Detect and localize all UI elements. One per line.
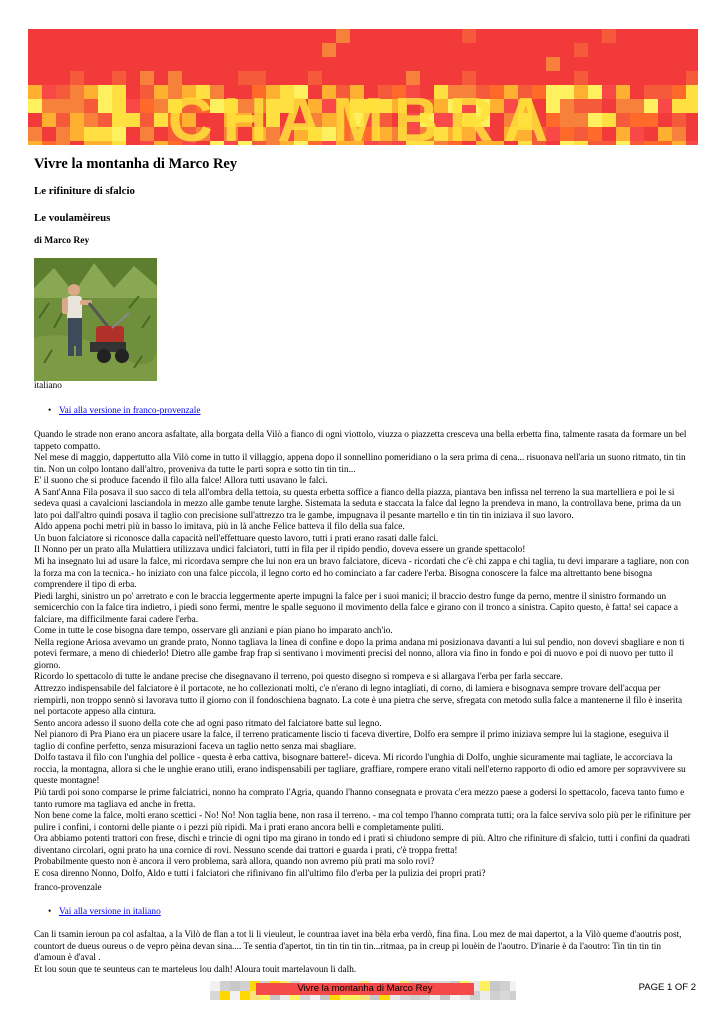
paragraph: Can li tsamin ieroun pa col asfaltaa, a la Vilò de flan a tot li li vieuleut, le countraa iavet ina bèla erba verdò, fina fina. Lou mez de mai dapertot, a la Vilò queme d'aoutris post, countort de dueus oureus o de vepro pèina devan sina.... Te sentia d'apertot, tin tin tin tin tin...ritmaa, pa in creup pi louèin de l'aoutro. D'inarie è da l'aoutro: Tin tin tin tin d'amoun è d'aval .	[34, 930, 682, 964]
paragraph: Sento ancora adesso il suono della cote che ad ogni paso ritmato del falciatore batte sul legno.	[34, 718, 382, 729]
franco-text	[34, 930, 692, 976]
subtitle-franco: Le voulamèireus	[34, 212, 111, 224]
man-with-mower-icon	[34, 258, 157, 381]
paragraph: Un buon falciatore si riconosce dalla capacità nell'effettuare questo lavoro, tutti i prati erano rasati dalle falci.	[34, 533, 439, 544]
italian-version-link[interactable]: Vai alla versione in italiano	[59, 907, 161, 917]
paragraph: Dolfo tastava il filo con l'unghia del pollice - questa è erba cattiva, bisognare battere!- diceva. Mi ricordo l'unghia di Dolfo, unghie sicuramente mai tagliate, le accorciava la roccia, la montagna, allora sì che le unghie erano utili, erano indispensabili per tagliare, graffiare, rompere erano vitali nell'eterno rapporto di odio ed amore per sopravvivere su queste montagne!	[34, 753, 686, 787]
banner-wordmark: CHAMBRA	[167, 86, 559, 145]
chambra-banner	[28, 29, 698, 145]
paragraph: Non bene come la falce, molti erano scettici - No! No! Non taglia bene, non rasa il terreno. - ma col tempo l'hanno comprata tutti; ora la falce serviva solo più per le rifiniture per pulire i confini, i contorni delle piante o i pezzi più ripidi. Ma i prati erano ancora belli e completamente puliti.	[34, 811, 691, 833]
paragraph: E' il suono che si produce facendo il filo alla falce! Allora tutti usavano le falci.	[34, 476, 328, 487]
paragraph: Nella regione Ariosa avevamo un grande prato, Nonno tagliava la linea di confine e dopo la prima andana mi posizionava davanti a lui sul pendio, non dovevi sbagliare e non ti potevi fermare, a meno di chiederlo! Dietro alle gambe frap frap si sentivano i movimenti precisi del nonno, allora via fino in fondo e poi di nuovo e poi di nuovo per tutto il giorno.	[34, 637, 685, 671]
page-title: Vivre la montanha di Marco Rey	[34, 156, 238, 172]
footer-title: Vivre la montanha di Marco Rey	[256, 983, 474, 995]
paragraph: E cosa direnno Nonno, Dolfo, Aldo e tutti i falciatori che rifinivano fin all'ultimo filo d'erba per la pulizia dei propri prati?	[34, 868, 486, 879]
paragraph: A Sant'Anna Fila posava il suo sacco di tela all'ombra della tettoia, su questa erbetta soffice a fianco della piazza, piantava ben infissa nel terreno la sua martelliera e poi le si sedeva quasi a cavalcioni lasciandola in mezzo alle gambe tenute larghe. Sistemata la seduta e staccata la falce dal legno la prendeva in mano, la controllava bene, prima da un lato poi dall'altro quindi posava il taglio con precisione sull'attrezzo tra le gambe, impugnava il pesante martello e tin tin tin iniziava il suo lavoro.	[34, 487, 682, 521]
page-indicator: PAGE 1 OF 2	[638, 982, 696, 993]
paragraph: Il Nonno per un prato alla Mulattiera utilizzava undici falciatori, tutti in fila per il ripido pendio, doveva essere un grande spettacolo!	[34, 545, 526, 556]
paragraph: Et lou soun que te seunteus can te marteleus lou dalh! Aloura touit martelavoun li dalh.	[34, 964, 357, 975]
language-label-franco: franco-provenzale	[34, 883, 102, 893]
paragraph: Ricordo lo spettacolo di tutte le andane precise che disegnavano il terreno, poi questo disegno si rompeva e si allargava l'erba per farla seccare.	[34, 672, 563, 683]
bullet-icon: •	[48, 907, 52, 917]
franco-version-link[interactable]: Vai alla versione in franco-provenzale	[59, 406, 201, 416]
paragraph: Nel mese di maggio, dappertutto alla Vilò come in tutto il villaggio, appena dopo il sonnellino pomeridiano o la sera prima di cena... risuonava nell'aria un suono ritmato, tin tin tin. Non un colpo lontano dall'altro, proveniva da tutte le parti sopra e sotto tin tin tin...	[34, 453, 686, 475]
paragraph: Nel pianoro di Pra Piano era un piacere usare la falce, il terreno praticamente liscio ti faceva divertire, Dolfo era sempre il primo iniziava sempre lui la stagione, eseguiva il taglio di confine perfetto, senza misurazioni faceva un taglio netto senza mai sbagliare.	[34, 730, 669, 752]
author-line: di Marco Rey	[34, 236, 90, 246]
paragraph: Più tardi poi sono comparse le prime falciatrici, nonno ha comprato l'Agria, quando l'hanno consegnata e provata c'era mezzo paese a godersi lo spettacolo, faceva tanto fumo e tanto rumore ma tagliava ed anche in fretta.	[34, 787, 685, 810]
paragraph: Mi ha insegnato lui ad usare la falce, mi ricordava sempre che lui non era un bravo falciatore, diceva - ricordati che c'è chi zappa e chi taglia, tu devi imparare a tagliare, non con la forza ma con la tecnica.- ho iniziato con una falce piccola, il legno corto ed ho cominciato a far cadere l'erba. Bisogna conoscere la falce ma altrettanto bene bisogna comprendere il tipo di erba.	[34, 557, 690, 591]
subtitle-italian: Le rifiniture di sfalcio	[34, 185, 135, 197]
paragraph: Piedi larghi, sinistro un po' arretrato e con le braccia leggermente aperte impugni la falce per i suoi manici; il braccio destro funge da perno, mentre il sinistro formando un semicerchio con la falce tira indietro, i piedi sono fermi, mentre le spalle seguono il movimento della falce e girano con il tronco a sinistra. Capito questo, è fatta! sei capace a falciare, ma difficilmente farai cadere l'erba.	[34, 591, 678, 625]
paragraph: Aldo appena pochi metri più in basso lo imitava, più in là anche Felice batteva il filo della sua falce.	[34, 522, 405, 533]
bullet-icon: •	[48, 406, 52, 416]
language-label-italian: italiano	[34, 381, 62, 391]
paragraph: Attrezzo indispensabile del falciatore è il portacote, ne ho collezionati molti, c'e n'erano di legno intagliati, di corno, di lamiera e bisognava sempre trovare dell'acqua per riempirli, non troppo sennò si lavorava tutto il giorno con il fondoschiena bagnato. La cote è una pietra che serve, sfregata con metodo sulla falce a mantenerne il filo è inserita nel portacote appeso alla cintura.	[34, 684, 683, 718]
author-photo	[34, 258, 157, 381]
pixel-logo-icon	[28, 29, 698, 145]
paragraph: Come in tutte le cose bisogna dare tempo, osservare gli anziani e pian piano ho imparato anch'io.	[34, 626, 393, 637]
paragraph: Probabilmente questo non è ancora il vero problema, sarà allora, quando non avremo più prati ma solo rovi?	[34, 857, 435, 868]
paragraph: Ora abbiamo potenti trattori con frese, dischi e trincie di ogni tipo ma girano in tondo ed i prati si chiudono sempre di più. Altro che rifiniture di sfalcio, tutti i confini da quadrati diventano circolari, ogni prato ha una cornice di rovi. Nessuno scende dai trattori e guarda i prati, c'è troppa fretta!	[34, 834, 691, 856]
paragraph: Quando le strade non erano ancora asfaltate, alla borgata della Vilò a fianco di ogni viottolo, viuzza o piazzetta cresceva una bella erbetta fina, talmente rasata da formare un bel tappeto compatto.	[34, 430, 687, 452]
italian-text	[34, 430, 692, 880]
